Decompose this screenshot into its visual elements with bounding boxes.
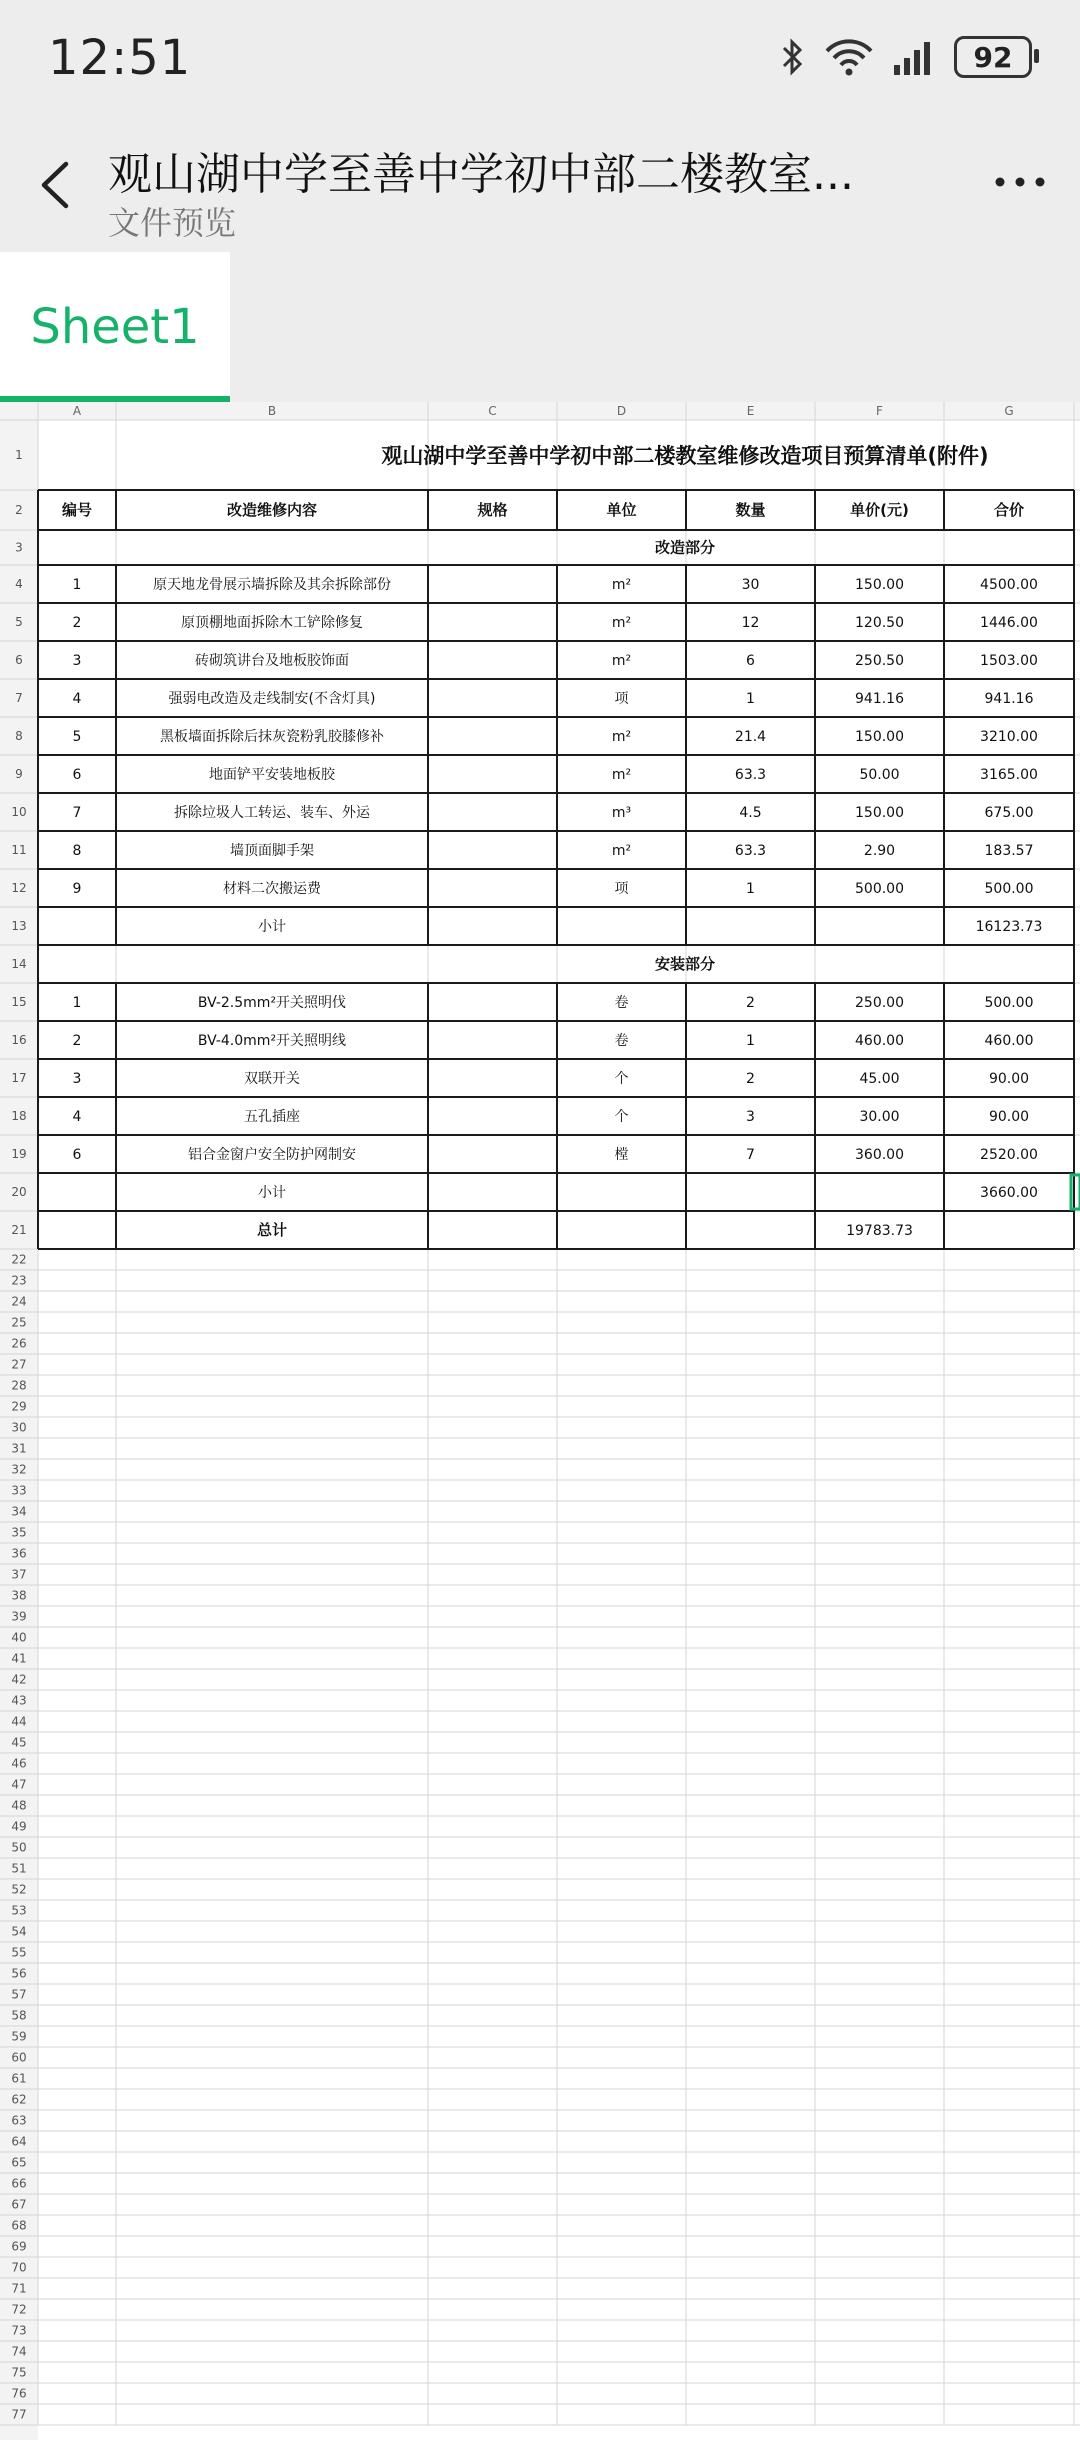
row-header-48[interactable]: 48 [11, 1798, 27, 1813]
table-cell[interactable]: 5 [72, 729, 82, 745]
table-cell[interactable]: 墙顶面脚手架 [230, 843, 314, 859]
table-cell[interactable]: 3 [72, 1071, 82, 1087]
table-cell[interactable]: 3 [72, 653, 82, 669]
row-header-11[interactable]: 11 [11, 843, 27, 857]
section-label: 改造部分 [654, 538, 716, 557]
table-cell[interactable]: 500.00 [984, 995, 1034, 1011]
table-cell[interactable]: 360.00 [855, 1147, 904, 1163]
table-cell[interactable]: 21.4 [734, 729, 767, 745]
row-header-27[interactable]: 27 [11, 1357, 27, 1372]
table-cell[interactable]: 1 [746, 881, 755, 897]
row-header-39[interactable]: 39 [11, 1609, 27, 1624]
table-cell[interactable]: 原顶棚地面拆除木工铲除修复 [181, 615, 363, 631]
column-header-bar [0, 402, 1080, 420]
table-cell[interactable]: 砖砌筑讲台及地板胶饰面 [195, 653, 349, 669]
row-header-70[interactable]: 70 [11, 2260, 27, 2275]
table-cell[interactable]: 2 [72, 1033, 82, 1049]
status-bar [0, 0, 1080, 120]
table-cell[interactable]: m² [611, 577, 632, 593]
table-cell[interactable]: 7 [746, 1147, 755, 1163]
row-header-3[interactable]: 3 [15, 540, 23, 555]
column-header-f[interactable]: F [876, 404, 883, 418]
table-cell[interactable]: 90.00 [988, 1071, 1030, 1087]
row-header-19[interactable]: 19 [11, 1147, 27, 1161]
table-cell[interactable]: 183.57 [984, 843, 1034, 859]
row-header-22[interactable]: 22 [11, 1252, 27, 1267]
header-cell: 单价(元) [850, 501, 909, 519]
row-header-9[interactable]: 9 [15, 767, 23, 781]
column-header-d[interactable]: D [616, 404, 627, 418]
row-header-62[interactable]: 62 [11, 2092, 27, 2107]
row-header-59[interactable]: 59 [11, 2029, 27, 2044]
row-header-47[interactable]: 47 [11, 1777, 27, 1792]
selected-cell-indicator[interactable] [1071, 1175, 1080, 1209]
table-cell[interactable]: 4500.00 [980, 577, 1038, 593]
tab-sheet1-label: Sheet1 [30, 299, 200, 355]
row-header-73[interactable]: 73 [11, 2323, 27, 2338]
row-header-44[interactable]: 44 [11, 1714, 27, 1729]
table-cell[interactable]: m³ [611, 805, 632, 821]
row-header-10[interactable]: 10 [11, 805, 27, 819]
row-header-56[interactable]: 56 [11, 1966, 27, 1981]
row-header-67[interactable]: 67 [11, 2197, 27, 2212]
row-header-23[interactable]: 23 [11, 1273, 27, 1288]
table-cell[interactable]: m² [611, 729, 632, 745]
battery-tip [1034, 49, 1039, 63]
battery-level: 92 [973, 40, 1013, 74]
row-header-1[interactable]: 1 [15, 448, 23, 462]
table-cell[interactable]: m² [611, 767, 632, 783]
table-cell[interactable]: 8 [72, 843, 82, 859]
column-header-e[interactable]: E [746, 404, 755, 418]
row-header-2[interactable]: 2 [15, 503, 23, 517]
table-cell[interactable]: 30 [741, 577, 760, 593]
row-header-13[interactable]: 13 [11, 919, 27, 933]
row-header-65[interactable]: 65 [11, 2155, 27, 2170]
header-cell: 改造维修内容 [226, 501, 318, 519]
table-cell[interactable]: 50.00 [859, 767, 900, 783]
table-cell[interactable]: 250.00 [855, 995, 904, 1011]
table-cell[interactable]: 个 [614, 1109, 629, 1125]
table-cell[interactable]: 3210.00 [980, 729, 1038, 745]
table-cell[interactable]: 1446.00 [980, 615, 1038, 631]
table-cell[interactable]: 460.00 [855, 1033, 904, 1049]
table-cell[interactable]: 3 [746, 1109, 755, 1125]
row-header-29[interactable]: 29 [11, 1399, 27, 1414]
table-cell[interactable]: 2 [72, 615, 82, 631]
row-header-45[interactable]: 45 [11, 1735, 27, 1750]
table-cell[interactable]: 2.90 [863, 843, 896, 859]
table-cell[interactable]: 4 [72, 691, 82, 707]
row-header-33[interactable]: 33 [11, 1483, 27, 1498]
row-header-20[interactable]: 20 [11, 1185, 27, 1199]
row-header-37[interactable]: 37 [11, 1567, 27, 1582]
row-header-34[interactable]: 34 [11, 1504, 27, 1519]
row-header-8[interactable]: 8 [15, 729, 23, 743]
column-header-c[interactable]: C [488, 404, 497, 418]
table-cell[interactable]: 项 [614, 691, 629, 707]
row-header-71[interactable]: 71 [11, 2281, 27, 2296]
section-label: 安装部分 [654, 955, 716, 973]
table-cell[interactable]: 7 [72, 805, 82, 821]
row-header-36[interactable]: 36 [11, 1546, 27, 1561]
column-header-a[interactable]: A [72, 404, 82, 418]
column-header-b[interactable]: B [267, 404, 277, 418]
row-header-38[interactable]: 38 [11, 1588, 27, 1603]
header-cell: 规格 [477, 501, 508, 519]
table-cell[interactable]: 原天地龙骨展示墙拆除及其余拆除部份 [153, 577, 391, 593]
table-cell[interactable]: 总计 [256, 1221, 288, 1239]
table-cell[interactable]: 6 [72, 1147, 82, 1163]
more-options-icon[interactable] [990, 162, 1050, 202]
sheet-title: 观山湖中学至善中学初中部二楼教室维修改造项目预算清单(附件) [381, 444, 989, 468]
table-cell[interactable]: BV-2.5mm²开关照明伐 [197, 995, 347, 1011]
table-cell[interactable]: 6 [72, 767, 82, 783]
back-icon[interactable] [28, 150, 84, 220]
table-cell[interactable]: 4 [72, 1109, 82, 1125]
table-cell[interactable]: 3660.00 [980, 1185, 1038, 1201]
row-header-58[interactable]: 58 [11, 2008, 27, 2023]
row-header-40[interactable]: 40 [11, 1630, 27, 1645]
table-cell[interactable]: 卷 [614, 1033, 629, 1049]
row-header-74[interactable]: 74 [11, 2344, 27, 2359]
table-cell[interactable]: 63.3 [734, 767, 767, 783]
row-header-28[interactable]: 28 [11, 1378, 27, 1393]
nav-bar [0, 120, 1080, 250]
table-cell[interactable]: m² [611, 615, 632, 631]
row-header-31[interactable]: 31 [11, 1441, 27, 1456]
row-header-17[interactable]: 17 [11, 1071, 27, 1085]
table-cell[interactable]: 黑板墙面拆除后抹灰瓷粉乳胶膝修补 [160, 729, 384, 745]
header-cell: 合价 [993, 501, 1025, 519]
row-header-57[interactable]: 57 [11, 1987, 27, 2002]
page-title: 观山湖中学至善中学初中部二楼教室... [108, 149, 854, 200]
status-icons [778, 36, 1032, 78]
row-header-4[interactable]: 4 [15, 577, 23, 591]
table-cell[interactable]: 120.50 [855, 615, 904, 631]
row-header-15[interactable]: 15 [11, 995, 27, 1009]
row-header-30[interactable]: 30 [11, 1420, 27, 1435]
table-cell[interactable]: 小计 [258, 919, 286, 935]
row-header-50[interactable]: 50 [11, 1840, 27, 1855]
table-cell[interactable]: 拆除垃圾人工转运、装车、外运 [174, 805, 370, 821]
header-cell: 编号 [61, 501, 93, 519]
table-cell[interactable]: 250.50 [855, 653, 904, 669]
table-cell[interactable]: 460.00 [984, 1033, 1034, 1049]
table-cell[interactable]: 2 [746, 1071, 755, 1087]
row-header-7[interactable]: 7 [15, 691, 23, 705]
spreadsheet-view[interactable] [0, 402, 1080, 2440]
row-header-69[interactable]: 69 [11, 2239, 27, 2254]
table-cell[interactable]: 五孔插座 [244, 1109, 300, 1125]
row-header-21[interactable]: 21 [11, 1223, 27, 1237]
row-header-75[interactable]: 75 [11, 2365, 27, 2380]
table-cell[interactable]: 1503.00 [980, 653, 1038, 669]
wifi-icon [824, 37, 874, 77]
table-cell[interactable]: 3165.00 [980, 767, 1038, 783]
battery-indicator [954, 36, 1032, 78]
row-header-35[interactable]: 35 [11, 1525, 27, 1540]
table-cell[interactable]: 941.16 [984, 691, 1034, 707]
row-header-25[interactable]: 25 [11, 1315, 27, 1330]
table-cell[interactable]: 30.00 [859, 1109, 900, 1125]
sheet-tab-bar [0, 250, 1080, 402]
table-cell[interactable]: 强弱电改造及走线制安(不含灯具) [168, 691, 376, 707]
row-header-66[interactable]: 66 [11, 2176, 27, 2191]
table-cell[interactable]: 项 [614, 881, 629, 897]
row-header-55[interactable]: 55 [11, 1945, 27, 1960]
table-cell[interactable]: 4.5 [739, 805, 762, 821]
row-header-52[interactable]: 52 [11, 1882, 27, 1897]
table-cell[interactable]: 941.16 [855, 691, 904, 707]
table-cell[interactable]: 地面铲平安装地板胶 [209, 767, 335, 783]
bluetooth-icon [778, 37, 806, 77]
table-cell[interactable]: 9 [72, 881, 82, 897]
row-header-16[interactable]: 16 [11, 1033, 27, 1047]
table-cell[interactable]: 2 [746, 995, 755, 1011]
table-cell[interactable]: 樘 [614, 1147, 629, 1163]
tab-sheet1[interactable] [0, 252, 230, 402]
table-cell[interactable]: 卷 [614, 995, 629, 1011]
row-header-68[interactable]: 68 [11, 2218, 27, 2233]
row-header-76[interactable]: 76 [11, 2386, 27, 2401]
table-cell[interactable]: 19783.73 [846, 1223, 913, 1239]
row-header-42[interactable]: 42 [11, 1672, 27, 1687]
table-cell[interactable]: 铝合金窗户安全防护网制安 [188, 1147, 356, 1163]
table-cell[interactable]: 材料二次搬运费 [223, 881, 321, 897]
row-header-49[interactable]: 49 [11, 1819, 27, 1834]
table-cell[interactable]: 1 [72, 995, 82, 1011]
table-cell[interactable]: 1 [746, 691, 755, 707]
row-header-12[interactable]: 12 [11, 881, 27, 895]
table-cell[interactable]: 2520.00 [980, 1147, 1038, 1163]
row-header-26[interactable]: 26 [11, 1336, 27, 1351]
table-cell[interactable]: 16123.73 [975, 919, 1043, 935]
table-cell[interactable]: 500.00 [855, 881, 904, 897]
column-header-g[interactable]: G [1004, 404, 1014, 418]
row-header-64[interactable]: 64 [11, 2134, 27, 2149]
table-cell[interactable]: m² [611, 843, 632, 859]
table-cell[interactable]: 90.00 [988, 1109, 1030, 1125]
row-header-63[interactable]: 63 [11, 2113, 27, 2128]
table-cell[interactable]: 个 [614, 1071, 629, 1087]
table-cell[interactable]: 150.00 [855, 805, 904, 821]
table-cell[interactable]: 1 [746, 1033, 755, 1049]
page-subtitle: 文件预览 [108, 204, 237, 242]
row-header-60[interactable]: 60 [11, 2050, 27, 2065]
row-header-72[interactable]: 72 [11, 2302, 27, 2317]
table-cell[interactable]: BV-4.0mm²开关照明线 [197, 1033, 347, 1049]
table-cell[interactable]: m² [611, 653, 632, 669]
table-cell[interactable]: 63.3 [734, 843, 767, 859]
row-header-61[interactable]: 61 [11, 2071, 27, 2086]
table-cell[interactable]: 500.00 [984, 881, 1034, 897]
row-header-5[interactable]: 5 [15, 615, 23, 629]
row-header-77[interactable]: 77 [11, 2407, 27, 2422]
spreadsheet-grid[interactable] [0, 402, 1080, 2440]
row-header-54[interactable]: 54 [11, 1924, 27, 1939]
table-cell[interactable]: 675.00 [984, 805, 1034, 821]
table-cell[interactable]: 1 [72, 577, 82, 593]
header-cell: 单位 [606, 501, 637, 519]
row-header-32[interactable]: 32 [11, 1462, 27, 1477]
row-header-43[interactable]: 43 [11, 1693, 27, 1708]
row-header-6[interactable]: 6 [15, 653, 23, 667]
row-header-53[interactable]: 53 [11, 1903, 27, 1918]
table-cell[interactable]: 45.00 [859, 1071, 900, 1087]
row-header-14[interactable]: 14 [11, 957, 27, 971]
row-header-18[interactable]: 18 [11, 1109, 27, 1123]
table-cell[interactable]: 6 [746, 653, 755, 669]
table-cell[interactable]: 双联开关 [244, 1071, 300, 1087]
row-header-41[interactable]: 41 [11, 1651, 27, 1666]
table-cell[interactable]: 150.00 [855, 577, 904, 593]
header-cell: 数量 [735, 501, 766, 519]
status-time: 12:51 [48, 30, 192, 86]
row-header-51[interactable]: 51 [11, 1861, 27, 1876]
table-cell[interactable]: 小计 [258, 1185, 286, 1201]
table-cell[interactable]: 150.00 [855, 729, 904, 745]
row-header-46[interactable]: 46 [11, 1756, 27, 1771]
table-cell[interactable]: 12 [741, 615, 760, 631]
row-header-24[interactable]: 24 [11, 1294, 27, 1309]
signal-icon [892, 37, 936, 77]
